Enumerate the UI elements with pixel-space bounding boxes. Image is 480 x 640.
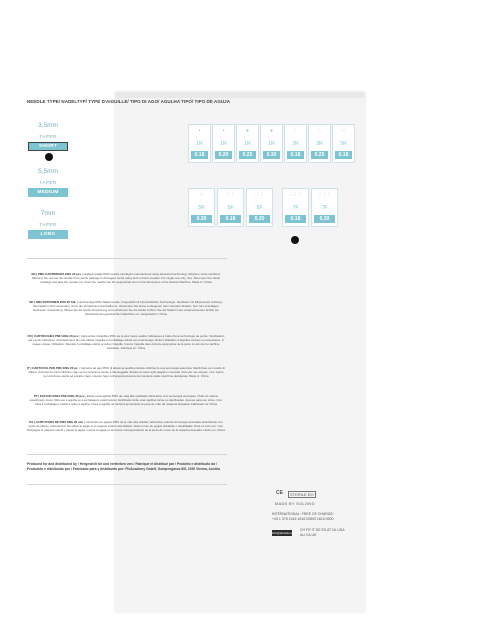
taper-text: TAPER bbox=[39, 222, 57, 227]
box-top-band bbox=[115, 92, 365, 98]
needle-diameter: 0.30 bbox=[191, 215, 212, 223]
flat-icon: ⋮⋮ bbox=[226, 192, 235, 197]
needle-card bbox=[282, 188, 309, 227]
single-dot-icon: • bbox=[222, 128, 225, 133]
needle-code: 1R bbox=[268, 141, 275, 147]
five-dot-icon: ⁙ bbox=[341, 128, 346, 133]
needle-diameter: 0.18 bbox=[220, 215, 241, 223]
taper-text: TAPER bbox=[39, 134, 57, 139]
needle-card bbox=[332, 124, 355, 163]
needle-diameter: 0.20 bbox=[215, 151, 232, 159]
needle-code: 1R bbox=[196, 141, 203, 147]
needle-card bbox=[188, 188, 215, 227]
needle-code: 5R bbox=[340, 141, 347, 147]
taper-long-label: LONG bbox=[28, 230, 68, 239]
paragraph-de: DE | PMU-PATRONEN ENG 20 Stk. | Hochwertige PMU-Nadelmodule, hergestellt mit fortschrittlicher Technologie. Sterilisiert mit Ethylenoxid. Achtung: Die Nadeln nicht verwenden, wenn die Verpackung beschädigt ist. Verwenden Sie keine verbogenen oder stumpfen Nadeln. Nur zum einmaligen Gebrauch. Anwendung: Öffnen Sie die sterile Verpackung und entnehmen Sie die Nadel. Führen Sie die Nadel in den entsprechenden Schlitz am Handstück der gewünschten Maschine ein. Hergestellt in: China bbox=[29, 300, 223, 317]
needle-card bbox=[217, 188, 244, 227]
needle-code: 5F bbox=[227, 205, 234, 211]
needle-code: 7F bbox=[292, 205, 299, 211]
needle-card bbox=[260, 124, 283, 163]
needle-card bbox=[212, 124, 235, 163]
paragraph-fr: FR | CARTOUCHES PMU ENG 20 pcs | Cartouches d'aiguilles PMU de la plus haute qualité, fabriquées à l'aide d'une technologie de pointe. Stérilisation par oxyde d'éthylène. Avertissement: Ne pas utiliser l'aiguille si l'emballage stérile est endommagé. Éviter l'utilisation d'aiguilles tordues ou émoussées. À usage unique. Utilisation: Décoller l'emballage stérile et retirer l'aiguille. Insérer l'aiguille dans la fente appropriée de la pièce à main de la machine souhaitée. Fabriqué en: Chine bbox=[27, 334, 225, 351]
intl-label: INTERNATIONAL: bbox=[272, 512, 301, 516]
divider bbox=[27, 258, 227, 259]
paragraph-lang: FR | CARTOUCHES PMU ENG 20 pcs bbox=[27, 334, 79, 338]
three-dot-icon: ∴ bbox=[318, 128, 321, 133]
paragraph-lang: DE | PMU-PATRONEN ENG 20 Stk. bbox=[29, 300, 77, 304]
made-by-text: MADE BY SOLONG bbox=[275, 502, 315, 506]
needle-code: 2R bbox=[292, 141, 299, 147]
taper-medium-label: MEDIUM bbox=[28, 188, 68, 197]
flat-icon: ⋮⋮⋮ bbox=[288, 192, 303, 197]
needle-diameter: 0.18 bbox=[287, 151, 304, 159]
divider bbox=[27, 454, 227, 455]
needle-code: 5F bbox=[256, 205, 263, 211]
size-text: 5,5mm bbox=[38, 168, 58, 175]
paragraph-lang: IT | CARTUCCE PER PMU ENG 20 pz. bbox=[27, 366, 79, 370]
needle-code: 5R bbox=[198, 205, 205, 211]
free-label: FREE OF CHARGE: bbox=[301, 512, 334, 516]
needle-diameter: 0.25 bbox=[239, 151, 256, 159]
needle-card bbox=[311, 188, 338, 227]
paragraph-text: Hochwertige PMU-Nadelmodule, hergestellt mit fortschrittlicher Technologie. Sterilisiert mit Ethylenoxid. Achtung: Die Nadeln nicht verwenden, wenn die Verpackung beschädigt ist. Verwenden Sie keine verbogenen oder stumpfen Nadeln. Nur zum einmaligen Gebrauch. Anwendung: Öffnen Sie die sterile Verpackung und entnehmen Sie die Nadel. Führen Sie die Nadel in den entsprechenden Schlitz am Handstück der gewünschten Maschine ein. Hergestellt in: China bbox=[33, 300, 223, 317]
paragraph-lang: ES | CARTUCHOS DE PMU ENG 20 uds bbox=[29, 420, 84, 424]
contact-block bbox=[272, 512, 342, 521]
intl-phone: +43 1 375 1616 1616 bbox=[272, 516, 306, 521]
needle-code: 7F bbox=[321, 205, 328, 211]
single-dot-icon: ● bbox=[246, 128, 249, 133]
paragraph-text: Cartucce ad ago PMU di altissima qualità prodotte utilizzando una tecnologia avanzata. Sterilizzate con ossido di etilene. Avvertenza: Non utilizzare l'ago se la confezione sterile è danneggiata. Evitare di usare aghi piegati o smussati. Solo per uso singolo. Uso: Aprire la confezione sterile ed estrarre l'ago. Inserire l'ago nell'apposita fessura del manipolo della macchina desiderata. Made in: China bbox=[28, 366, 225, 379]
divider bbox=[27, 484, 227, 485]
needle-card bbox=[188, 124, 211, 163]
paragraph-lang: PT | ESTOJO PARA PMU ENG 20 pcs bbox=[33, 394, 85, 398]
needle-diameter: 0.30 bbox=[263, 151, 280, 159]
produced-by-text: Produced for and distributed by / Hergestellt für und vertrieben von / Fabriqué et distribué par / Prodotto e distribuito da / Produzido e distribuído por / Fabricado para y distribuido por: PhiAcademy GmbH, Gumpengasse 8/8, 1050 Vienna, Austria bbox=[27, 462, 220, 471]
taper-short-label: SHORT bbox=[28, 142, 68, 151]
needle-card bbox=[246, 188, 273, 227]
needle-diameter: 0.18 bbox=[335, 151, 352, 159]
needle-diameter: 0.18 bbox=[191, 151, 208, 159]
flat-icon: ⋮⋮⋮ bbox=[317, 192, 332, 197]
single-dot-icon: • bbox=[198, 128, 201, 133]
country-codes: CH FR IT DE ES AT NL USA AU CA UK bbox=[300, 528, 345, 537]
needle-diameter: 0.30 bbox=[249, 215, 270, 223]
needle-card bbox=[236, 124, 259, 163]
paragraph-pt: PT | ESTOJO PARA PMU ENG 20 pcs | Estojo para agulha PMU da mais alta qualidade fabricados com tecnologia avançada. Óxido de etileno esterilizado. Aviso: Não use a agulha se a embalagem estéril estiver danificada. Evite usar agulhas tortas ou danificadas. Apenas para uso único. Uso: Abra a embalagem estéril e retire a agulha. Insira a agulha na ranhura apropriada na peça de mão da máquina desejada. Fabricado na: China bbox=[29, 394, 223, 407]
paragraph-en: EN | PMU CARTRIDGES ENG 20 pcs | Highest-quality PMU needle cartridges manufactured using advanced technology. Ethylene oxide sterilized. Warning: Do not use the needle if the sterile package is damaged. Avoid using bent or blunt needles. For single use only. Use: Peel open the sterile package and take the needle out. Insert the needle into the appropriate slot on the hand-piece of the desired Machine. Made in: China bbox=[31, 272, 221, 285]
taper-text: TAPER bbox=[39, 180, 57, 185]
sterile-eo-mark: STERILE EO bbox=[290, 492, 314, 497]
paragraph-text: Cartouches d'aiguilles PMU de la plus haute qualité, fabriquées à l'aide d'une technologie de pointe. Stérilisation par oxyde d'éthylène. Avertissement: Ne pas utiliser l'aiguille si l'emballage stérile est endommagé. Éviter l'utilisation d'aiguilles tordues ou émoussées. À usage unique. Utilisation: Décoller l'emballage stérile et retirer l'aiguille. Insérer l'aiguille dans la fente appropriée de la pièce à main de la machine souhaitée. Fabriqué en: Chine bbox=[28, 334, 225, 351]
five-dot-icon: ⁙ bbox=[199, 192, 204, 197]
shop-url[interactable]: info@phiwshop.com bbox=[272, 531, 300, 535]
paragraph-it: IT | CARTUCCE PER PMU ENG 20 pz. | Cartucce ad ago PMU di altissima qualità prodotte utilizzando una tecnologia avanzata. Sterilizzate con ossido di etilene. Avvertenza: Non utilizzare l'ago se la confezione sterile è danneggiata. Evitare di usare aghi piegati o smussati. Solo per uso singolo. Uso: Aprire la confezione sterile ed estrarre l'ago. Inserire l'ago nell'apposita fessura del manipolo della macchina desiderata. Made in: China bbox=[27, 366, 225, 379]
paragraph-text: Cartuchos de agujas PMU de la más alta calidad, fabricados usando tecnología avanzada. Esterilizado con óxido de etileno. Advertencia: No utilice la aguja si el paquete estéril está dañado. Evite el uso de agujas dobladas o desafiladas. Para un solo uso. Uso: Despegue el paquete estéril y saque la aguja. Inserte la aguja en la ranura correspondiente de la pieza de mano de la máquina deseada. Hecho en: China bbox=[27, 420, 225, 433]
needle-card bbox=[308, 124, 331, 163]
needle-diameter: 0.30 bbox=[314, 215, 335, 223]
selected-size-marker bbox=[45, 153, 53, 161]
needle-code: 1R bbox=[244, 141, 251, 147]
needle-code: 1R bbox=[220, 141, 227, 147]
size-text: 7mm bbox=[40, 210, 56, 217]
selected-needle-marker bbox=[291, 236, 299, 244]
flat-icon: ⋮⋮ bbox=[255, 192, 264, 197]
paragraph-text: Estojo para agulha PMU da mais alta qualidade fabricados com tecnologia avançada. Óxido de etileno esterilizado. Aviso: Não use a agulha se a embalagem estéril estiver danificada. Evite usar agulhas tortas ou danificadas. Apenas para uso único. Uso: Abra a embalagem estéril e retire a agulha. Insira a agulha na ranhura apropriada na peça de mão da máquina desejada. Fabricado na: China bbox=[29, 394, 223, 407]
paragraph-text: Highest-quality PMU needle cartridges manufactured using advanced technology. Ethylene oxide sterilized. Warning: Do not use the needle if the sterile package is damaged. Avoid using bent or blunt needles. For single use only. Use: Peel open the sterile package and take the needle out. Insert the needle into the appropriate slot on the hand-piece of the desired Machine. Made in: China bbox=[31, 272, 221, 285]
free-phone: 00800 1616 0000 bbox=[306, 516, 334, 521]
paragraph-es: ES | CARTUCHOS DE PMU ENG 20 uds | Cartuchos de agujas PMU de la más alta calidad, fabricados usando tecnología avanzada. Esterilizado con óxido de etileno. Advertencia: No utilice la aguja si el paquete estéril está dañado. Evite el uso de agujas dobladas o desafiladas. Para un solo uso. Uso: Despegue el paquete estéril y saque la aguja. Inserte la aguja en la ranura correspondiente de la pieza de mano de la máquina deseada. Hecho en: China bbox=[27, 420, 225, 433]
ce-mark: CE bbox=[276, 490, 283, 496]
needle-type-title: NEEDLE TYPE/ NADELTYP/ TYPE D'AIGUILLE/ TIPO DI AGO/ AGULHA TIPO/ TIPO DE AGUJA bbox=[27, 99, 231, 104]
two-dot-icon: ⁚ bbox=[294, 128, 297, 133]
size-text: 3,5mm bbox=[38, 122, 58, 129]
single-dot-icon: ● bbox=[270, 128, 273, 133]
paragraph-lang: EN | PMU CARTRIDGES ENG 20 pcs bbox=[31, 272, 82, 276]
needle-diameter: 0.25 bbox=[311, 151, 328, 159]
needle-card bbox=[284, 124, 307, 163]
needle-code: 3R bbox=[316, 141, 323, 147]
needle-diameter: 0.18 bbox=[285, 215, 306, 223]
